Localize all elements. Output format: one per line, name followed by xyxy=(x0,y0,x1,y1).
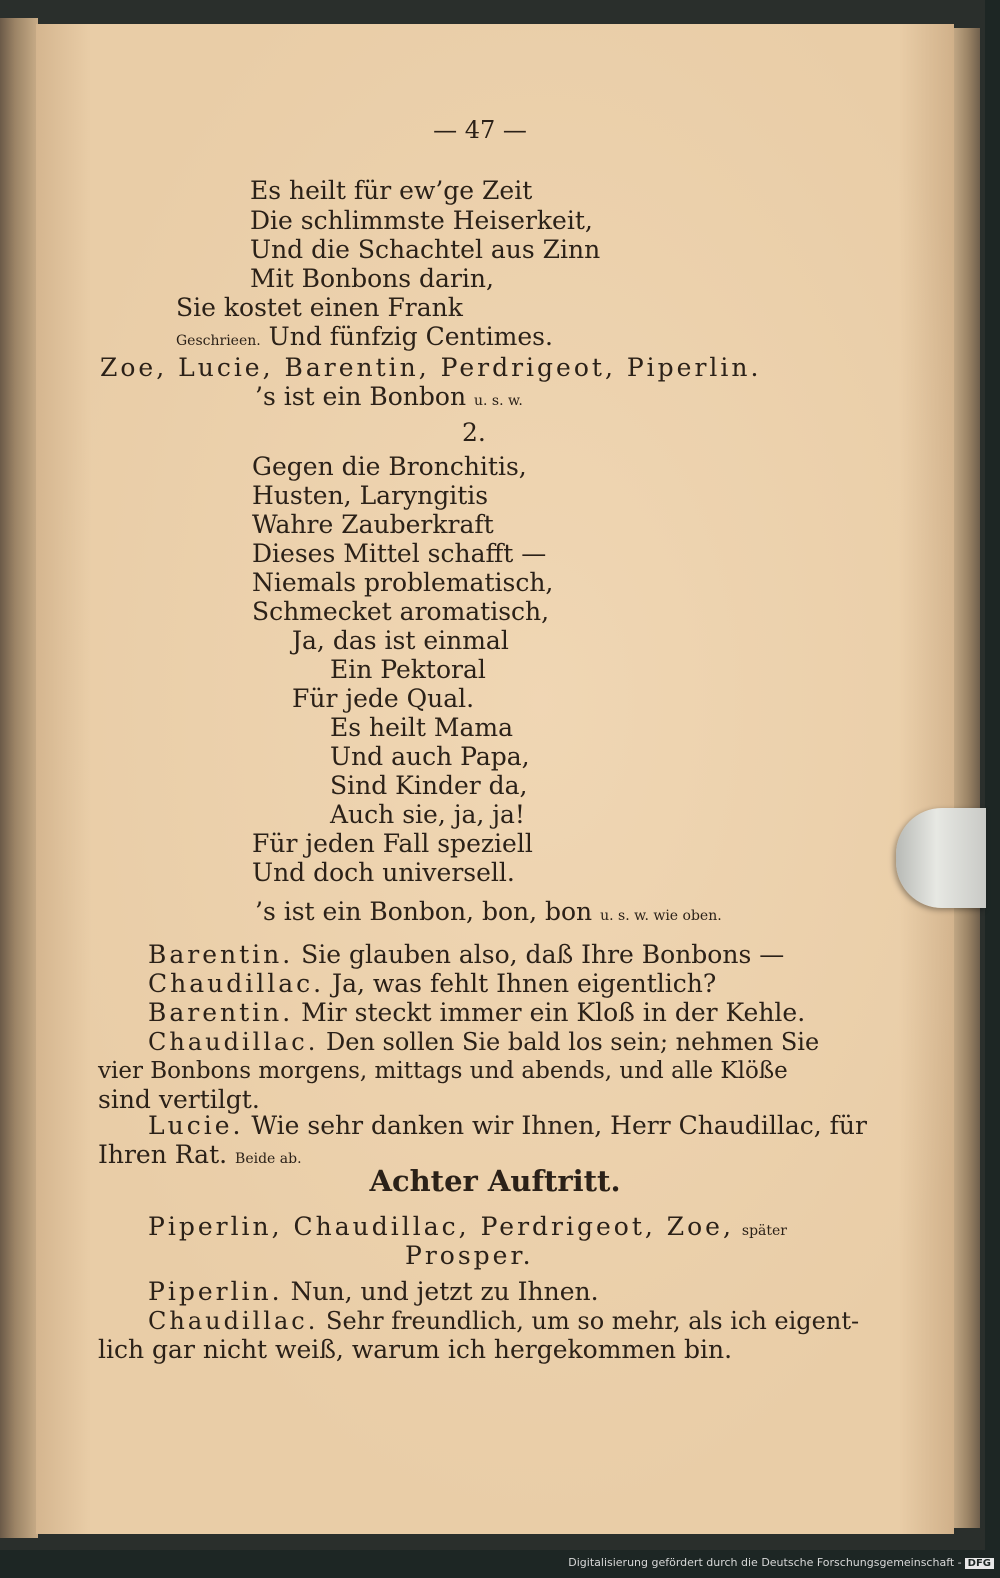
speaker-name: Chaudillac. xyxy=(148,969,325,998)
dialogue-text: Mir steckt immer ein Kloß in der Kehle. xyxy=(301,998,806,1027)
cast-names: Piperlin, Chaudillac, Perdrigeot, Zoe, xyxy=(148,1212,734,1241)
speaker-name: Barentin. xyxy=(148,940,294,969)
dialogue-line xyxy=(148,1111,867,1141)
refrain-note: u. s. w. xyxy=(474,393,523,409)
verse-number: 2. xyxy=(462,418,486,447)
left-page-edge xyxy=(0,18,38,1538)
dialogue-continuation: lich gar nicht weiß, warum ich hergekommen bin. xyxy=(98,1335,733,1364)
verse-line: Auch sie, ja, ja! xyxy=(330,800,525,829)
verse-line: Schmecket aromatisch, xyxy=(252,597,550,626)
scene-heading: Achter Auftritt. xyxy=(369,1164,621,1198)
dfg-logo: DFG xyxy=(965,1558,994,1569)
page-number: — 47 — xyxy=(433,116,527,144)
dialogue-continuation: vier Bonbons morgens, mittags und abends, und alle Klöße xyxy=(98,1058,788,1084)
verse-line: Die schlimmste Heiserkeit, xyxy=(250,206,593,235)
verse-line: Und die Schachtel aus Zinn xyxy=(250,235,601,264)
dialogue-line xyxy=(148,969,716,999)
dialogue-text: Den sollen Sie bald los sein; nehmen Sie xyxy=(326,1028,820,1056)
verse-line: Und auch Papa, xyxy=(330,742,530,771)
dialogue-line xyxy=(148,1277,599,1307)
verse-line xyxy=(176,322,553,356)
verse-line: Gegen die Bronchitis, xyxy=(252,452,527,481)
footer-text: Digitalisierung gefördert durch die Deutsche Forschungsgemeinschaft - xyxy=(568,1556,962,1569)
page-clip xyxy=(896,808,986,908)
funding-footer xyxy=(568,1556,994,1569)
dialogue-text: Sehr freundlich, um so mehr, als ich eigent- xyxy=(326,1307,860,1335)
refrain-line xyxy=(255,897,722,931)
speaker-name: Barentin. xyxy=(148,998,294,1027)
dialogue-text: Wie sehr danken wir Ihnen, Herr Chaudillac, für xyxy=(251,1111,867,1140)
speaker-name: Piperlin. xyxy=(148,1277,283,1306)
verse-line: Es heilt Mama xyxy=(330,713,514,742)
scene-cast-last: Prosper. xyxy=(405,1241,534,1270)
verse-line: Wahre Zauberkraft xyxy=(252,510,494,539)
dialogue-line xyxy=(148,1306,859,1336)
verse-line: Husten, Laryngitis xyxy=(252,481,489,510)
speaker-name: Lucie. xyxy=(148,1111,244,1140)
stage-direction: Beide ab. xyxy=(235,1151,302,1167)
right-page-edge xyxy=(950,28,980,1528)
dialogue-text: Ihren Rat. xyxy=(98,1140,228,1169)
verse-line: Sind Kinder da, xyxy=(330,771,528,800)
refrain-note: u. s. w. wie oben. xyxy=(600,908,722,924)
verse-line: Mit Bonbons darin, xyxy=(250,264,494,293)
chorus-speakers: Zoe, Lucie, Barentin, Perdrigeot, Piperlin. xyxy=(100,353,762,382)
verse-line: Dieses Mittel schafft — xyxy=(252,539,547,568)
refrain-text: ’s ist ein Bonbon xyxy=(255,382,467,411)
stage-direction: später xyxy=(741,1223,787,1239)
dialogue-text: Nun, und jetzt zu Ihnen. xyxy=(290,1277,599,1306)
speaker-name: Chaudillac. xyxy=(148,1307,319,1335)
dialogue-line xyxy=(148,1027,819,1057)
verse-line: Für jede Qual. xyxy=(292,684,475,713)
verse-line: Ein Pektoral xyxy=(330,655,486,684)
dialogue-continuation: sind vertilgt. xyxy=(98,1085,260,1114)
verse-text: Und fünfzig Centimes. xyxy=(268,322,553,351)
verse-line: Ja, das ist einmal xyxy=(292,626,509,655)
verse-line: Für jeden Fall speziell xyxy=(252,829,533,858)
dialogue-line xyxy=(148,998,805,1028)
refrain-text: ’s ist ein Bonbon, bon, bon xyxy=(255,897,593,926)
stage-direction: Geschrieen. xyxy=(176,333,261,349)
refrain-line xyxy=(255,382,523,416)
dialogue-text: Sie glauben also, daß Ihre Bonbons — xyxy=(301,940,785,969)
dialogue-line xyxy=(148,940,784,970)
verse-line: Es heilt für ew’ge Zeit xyxy=(250,176,533,205)
speaker-name: Chaudillac. xyxy=(148,1028,319,1056)
dialogue-text: Ja, was fehlt Ihnen eigentlich? xyxy=(332,969,717,998)
verse-line: Und doch universell. xyxy=(252,858,515,887)
verse-line: Niemals problematisch, xyxy=(252,568,554,597)
verse-line: Sie kostet einen Frank xyxy=(176,293,463,322)
